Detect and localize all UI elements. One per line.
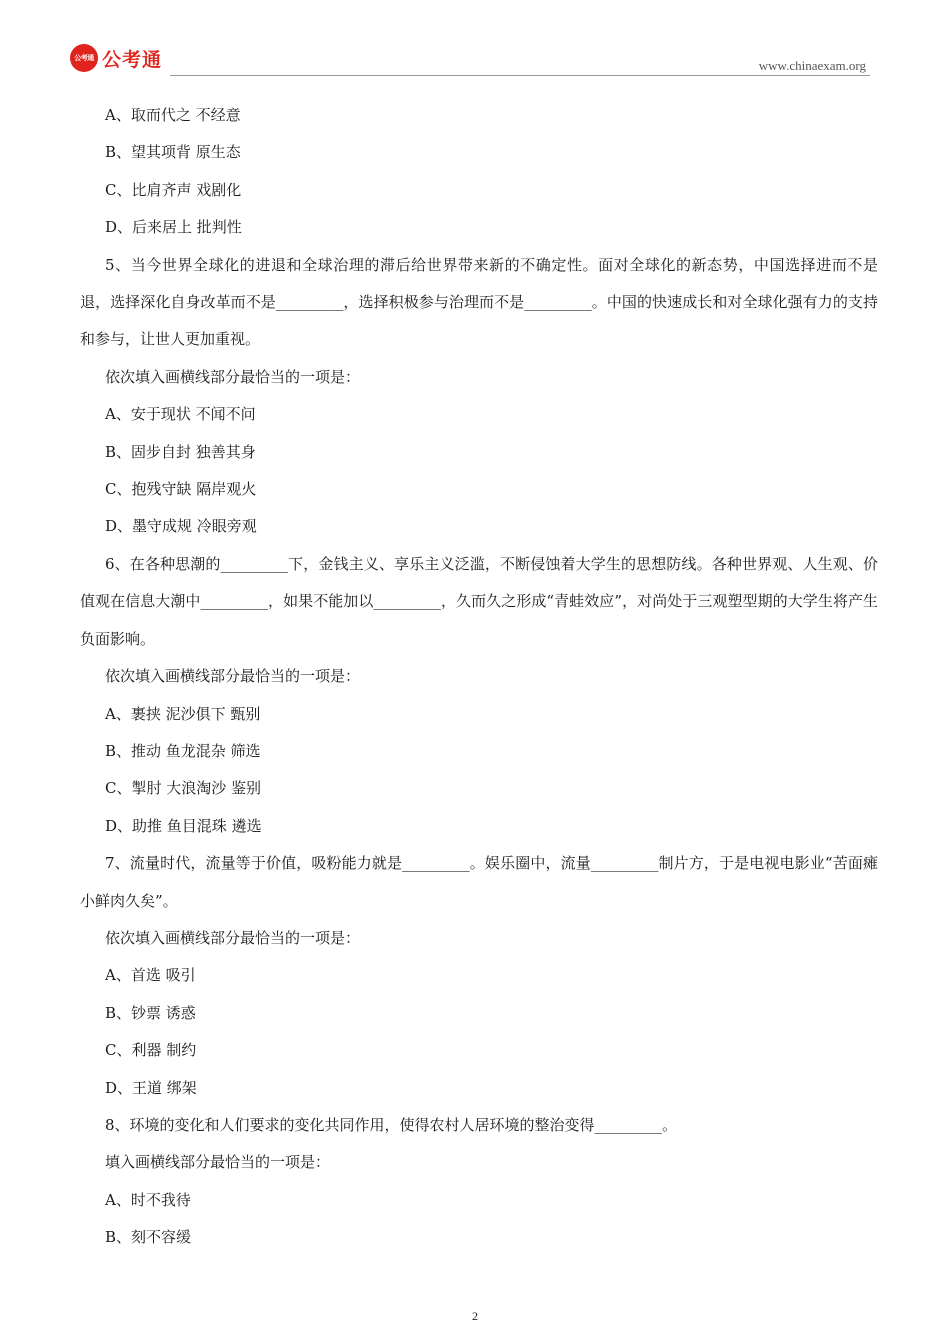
- text-line: A、裹挟 泥沙俱下 甄别: [105, 704, 261, 723]
- document-body: [80, 97, 878, 1257]
- text-line: C、比肩齐声 戏剧化: [105, 180, 242, 199]
- text-line: A、安于现状 不闻不问: [105, 405, 256, 424]
- page-header: [70, 44, 870, 76]
- logo-text: 公考通: [102, 48, 163, 71]
- text-line: B、刻不容缓: [105, 1228, 192, 1247]
- page-number: 2: [472, 1309, 478, 1323]
- text-line: 依次填入画横线部分最恰当的一项是：: [105, 928, 361, 947]
- text-line: C、掣肘 大浪淘沙 鉴别: [105, 779, 262, 798]
- text-line: D、后来居上 批判性: [105, 218, 242, 237]
- logo: [70, 44, 162, 72]
- text-line: B、望其项背 原生态: [105, 143, 241, 162]
- text-line: C、抱残守缺 隔岸观火: [105, 480, 257, 499]
- question-paragraph: 5、当今世界全球化的进退和全球治理的滞后给世界带来新的不确定性。面对全球化的新态势，中国选择进而不是退，选择深化自身改革而不是_________，选择积极参与治理而不是_________。中国的快速成长和对全球化强有力的支持和参与，让世人更加重视。: [80, 255, 878, 349]
- text-line: C、利器 制约: [105, 1041, 197, 1060]
- text-line: 依次填入画横线部分最恰当的一项是：: [105, 367, 361, 386]
- text-line: B、固步自封 独善其身: [105, 442, 256, 461]
- site-url: www.chinaexam.org: [758, 58, 866, 73]
- question-paragraph: 8、环境的变化和人们要求的变化共同作用，使得农村人居环境的整治变得_________。: [105, 1115, 678, 1134]
- logo-badge-icon: 公考通: [70, 44, 98, 72]
- text-line: D、王道 绑架: [105, 1078, 197, 1097]
- text-line: 依次填入画横线部分最恰当的一项是：: [105, 667, 361, 686]
- text-line: D、墨守成规 冷眼旁观: [105, 517, 257, 536]
- text-line: B、钞票 诱惑: [105, 1003, 196, 1022]
- header-divider: [170, 75, 870, 76]
- text-line: B、推动 鱼龙混杂 筛选: [105, 741, 261, 760]
- text-line: A、首选 吸引: [105, 966, 196, 985]
- question-paragraph: 6、在各种思潮的_________下，金钱主义、享乐主义泛滥，不断侵蚀着大学生的思想防线。各种世界观、人生观、价值观在信息大潮中_________，如果不能加以_________，久而久之形成“青蛙效应”，对尚处于三观塑型期的大学生将产生负面影响。: [80, 554, 878, 648]
- text-line: A、取而代之 不经意: [105, 106, 241, 124]
- text-line: D、助推 鱼目混珠 遴选: [105, 816, 262, 835]
- question-paragraph: 7、流量时代，流量等于价值，吸粉能力就是_________。娱乐圈中，流量_________制片方，于是电视电影业“苦面瘫小鲜肉久矣”。: [80, 854, 878, 910]
- text-line: 填入画横线部分最恰当的一项是：: [105, 1153, 331, 1172]
- text-line: A、时不我待: [105, 1190, 191, 1209]
